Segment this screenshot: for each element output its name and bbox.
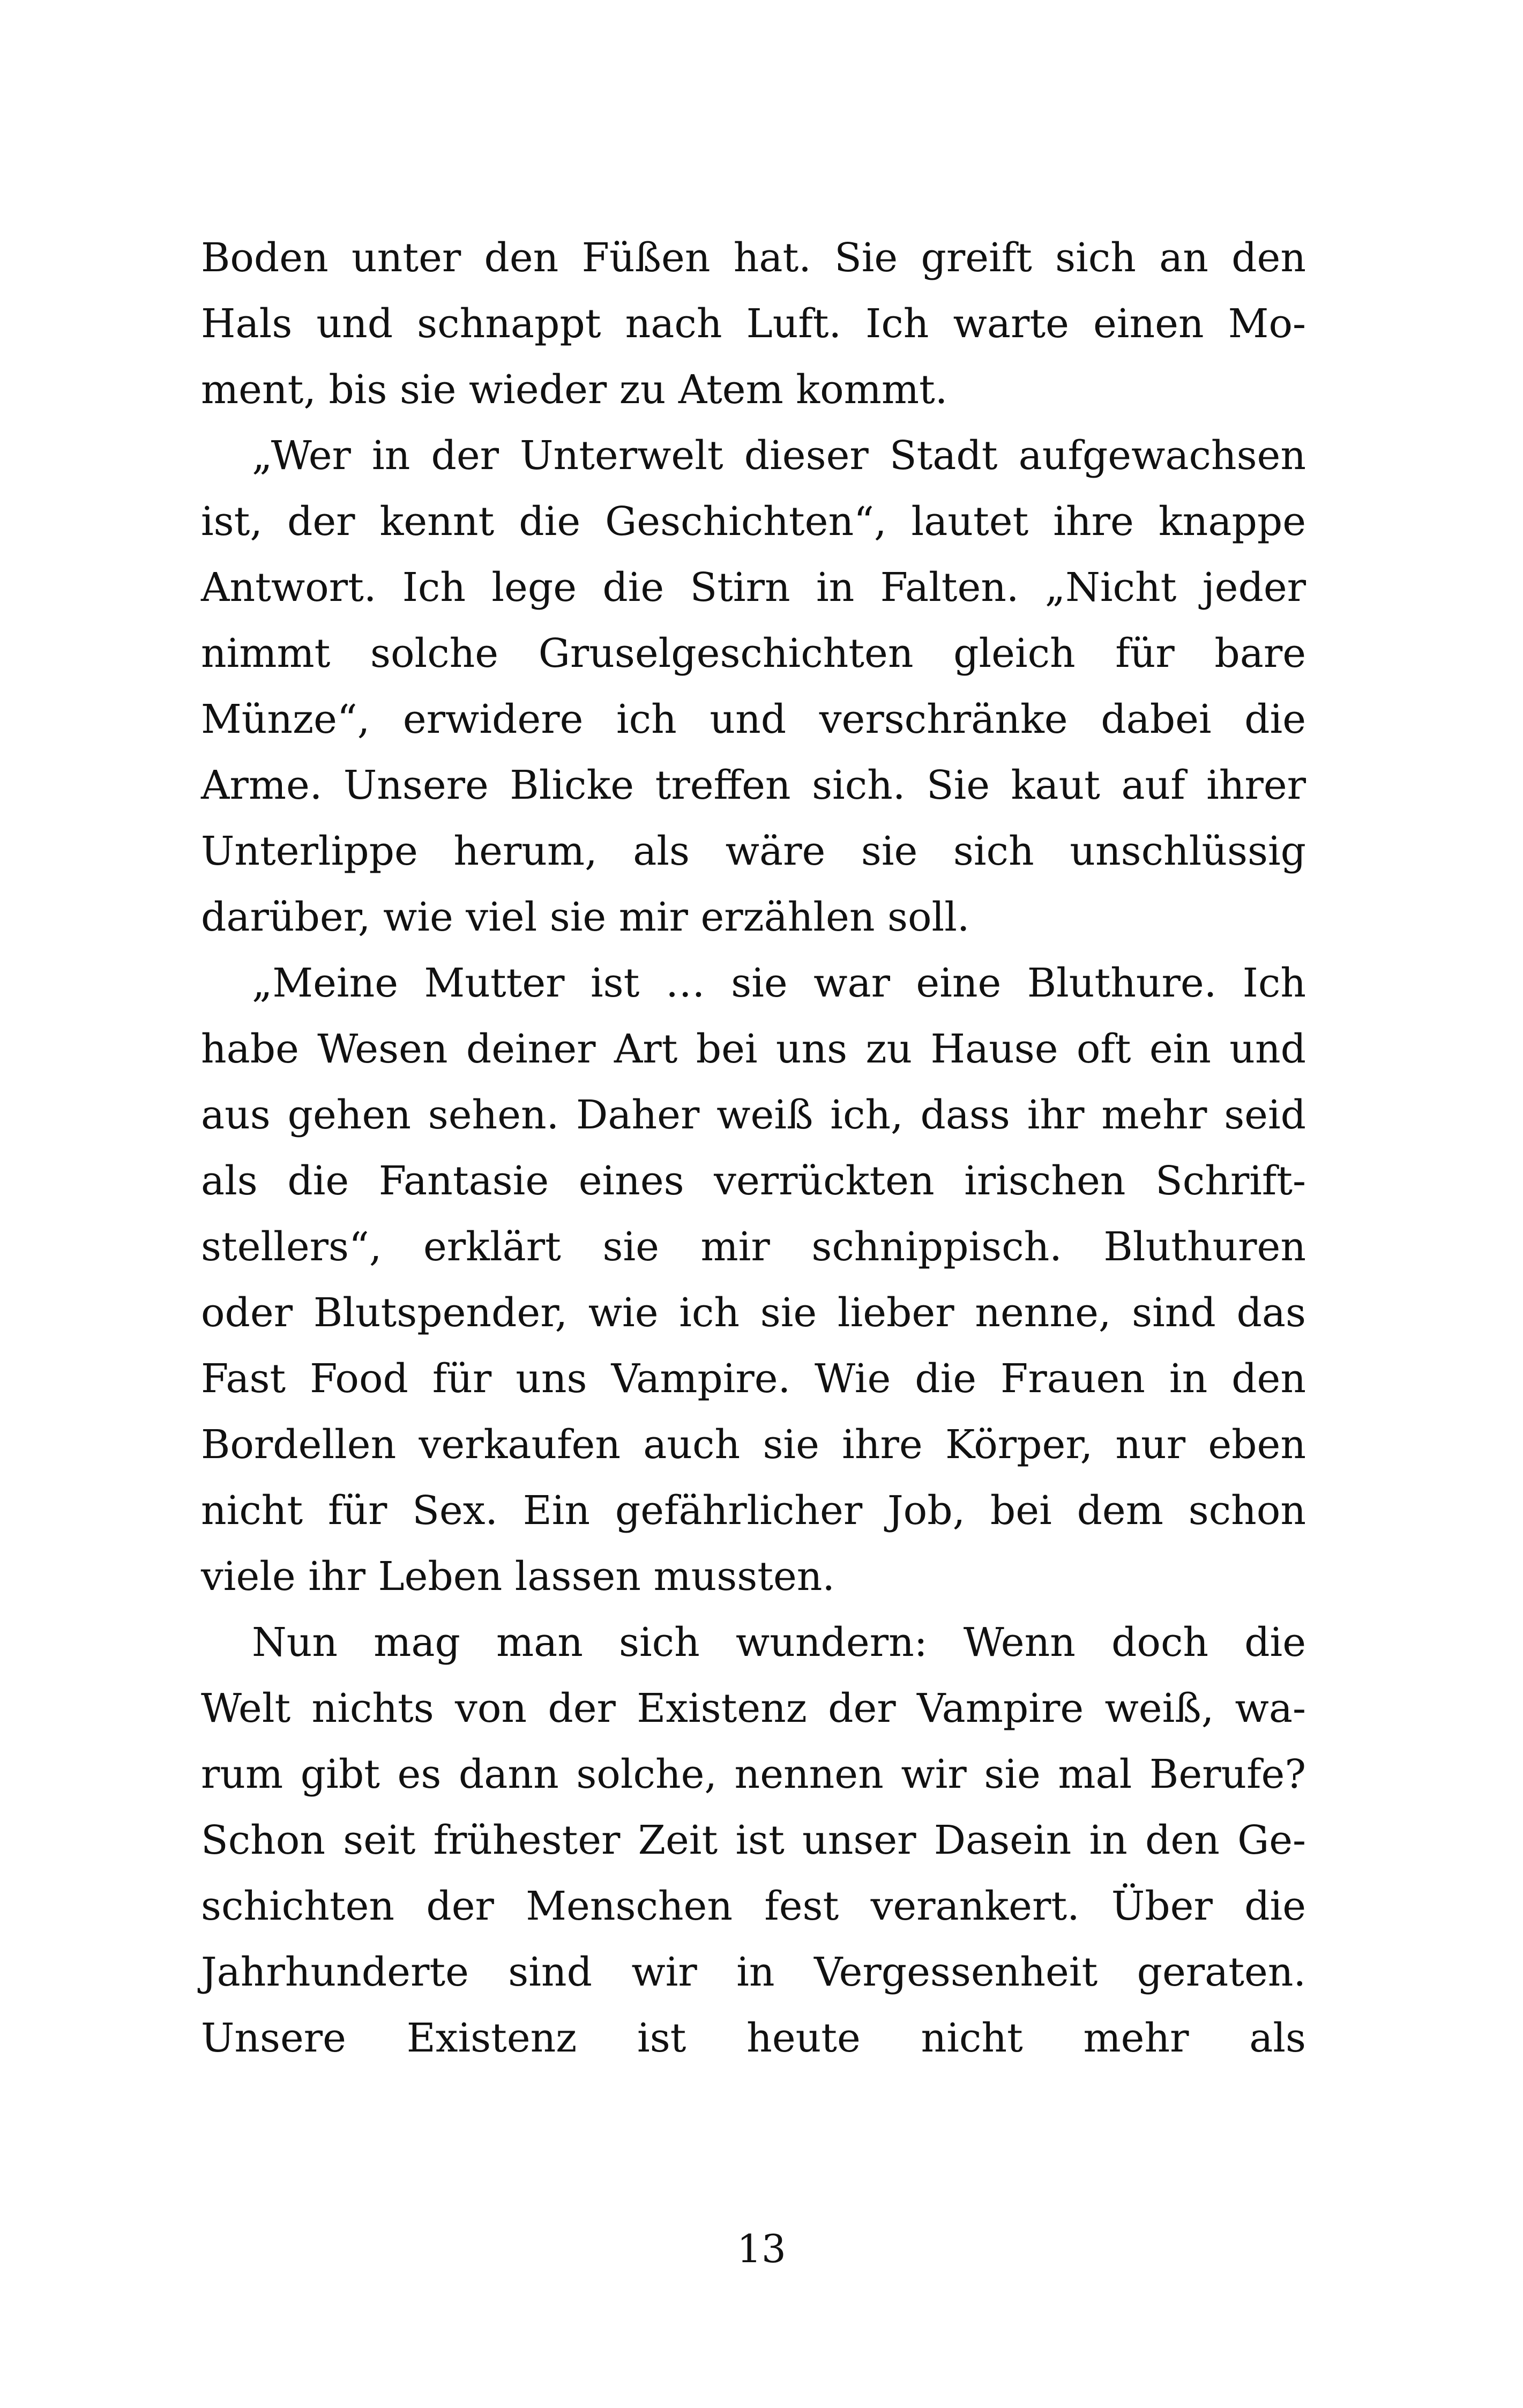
text-line: viele ihr Leben lassen mussten.	[201, 1554, 835, 1600]
text-line: ist, der kennt die Geschichten“, lautet ihre knappe	[201, 499, 1306, 545]
text-line: nicht für Sex. Ein gefährlicher Job, bei dem schon	[201, 1488, 1306, 1534]
text-line: Boden unter den Füßen hat. Sie greift sich an den	[201, 235, 1306, 281]
page-number: 13	[737, 2226, 786, 2271]
text-line: Schon seit frühester Zeit ist unser Dasein in den Ge-	[201, 1817, 1306, 1863]
text-line: Unsere Existenz ist heute nicht mehr als	[201, 2015, 1306, 2061]
body-text	[201, 225, 1306, 2071]
text-line: „Wer in der Unterwelt dieser Stadt aufgewachsen	[252, 433, 1306, 479]
text-line: Antwort. Ich lege die Stirn in Falten. „Nicht jeder	[201, 564, 1306, 611]
text-line: darüber, wie viel sie mir erzählen soll.	[201, 894, 970, 940]
text-line: Fast Food für uns Vampire. Wie die Frauen in den	[201, 1356, 1306, 1402]
text-line: habe Wesen deiner Art bei uns zu Hause oft ein und	[201, 1026, 1306, 1072]
text-line: Bordellen verkaufen auch sie ihre Körper, nur eben	[201, 1422, 1306, 1468]
text-line: Münze“, erwidere ich und verschränke dabei die	[201, 696, 1306, 742]
text-line: nimmt solche Gruselgeschichten gleich für bare	[201, 630, 1306, 677]
text-line: Arme. Unsere Blicke treffen sich. Sie kaut auf ihrer	[201, 762, 1306, 808]
text-line: als die Fantasie eines verrückten irischen Schrift-	[201, 1158, 1306, 1204]
text-line: rum gibt es dann solche, nennen wir sie mal Berufe?	[201, 1751, 1306, 1797]
text-line: „Meine Mutter ist … sie war eine Bluthure. Ich	[252, 960, 1306, 1006]
text-line: Nun mag man sich wundern: Wenn doch die	[252, 1619, 1306, 1666]
text-line: Unterlippe herum, als wäre sie sich unschlüssig	[201, 828, 1306, 874]
text-line: Jahrhunderte sind wir in Vergessenheit geraten.	[201, 1949, 1306, 1995]
text-line: schichten der Menschen fest verankert. Über die	[201, 1883, 1306, 1929]
text-line: Hals und schnappt nach Luft. Ich warte einen Mo-	[201, 301, 1306, 347]
text-line: ment, bis sie wieder zu Atem kommt.	[201, 367, 948, 413]
text-line: Welt nichts von der Existenz der Vampire weiß, wa-	[201, 1685, 1306, 1731]
text-line: stellers“, erklärt sie mir schnippisch. Bluthuren	[201, 1224, 1306, 1270]
text-line: oder Blutspender, wie ich sie lieber nenne, sind das	[201, 1290, 1306, 1336]
text-line: aus gehen sehen. Daher weiß ich, dass ihr mehr seid	[201, 1092, 1306, 1138]
